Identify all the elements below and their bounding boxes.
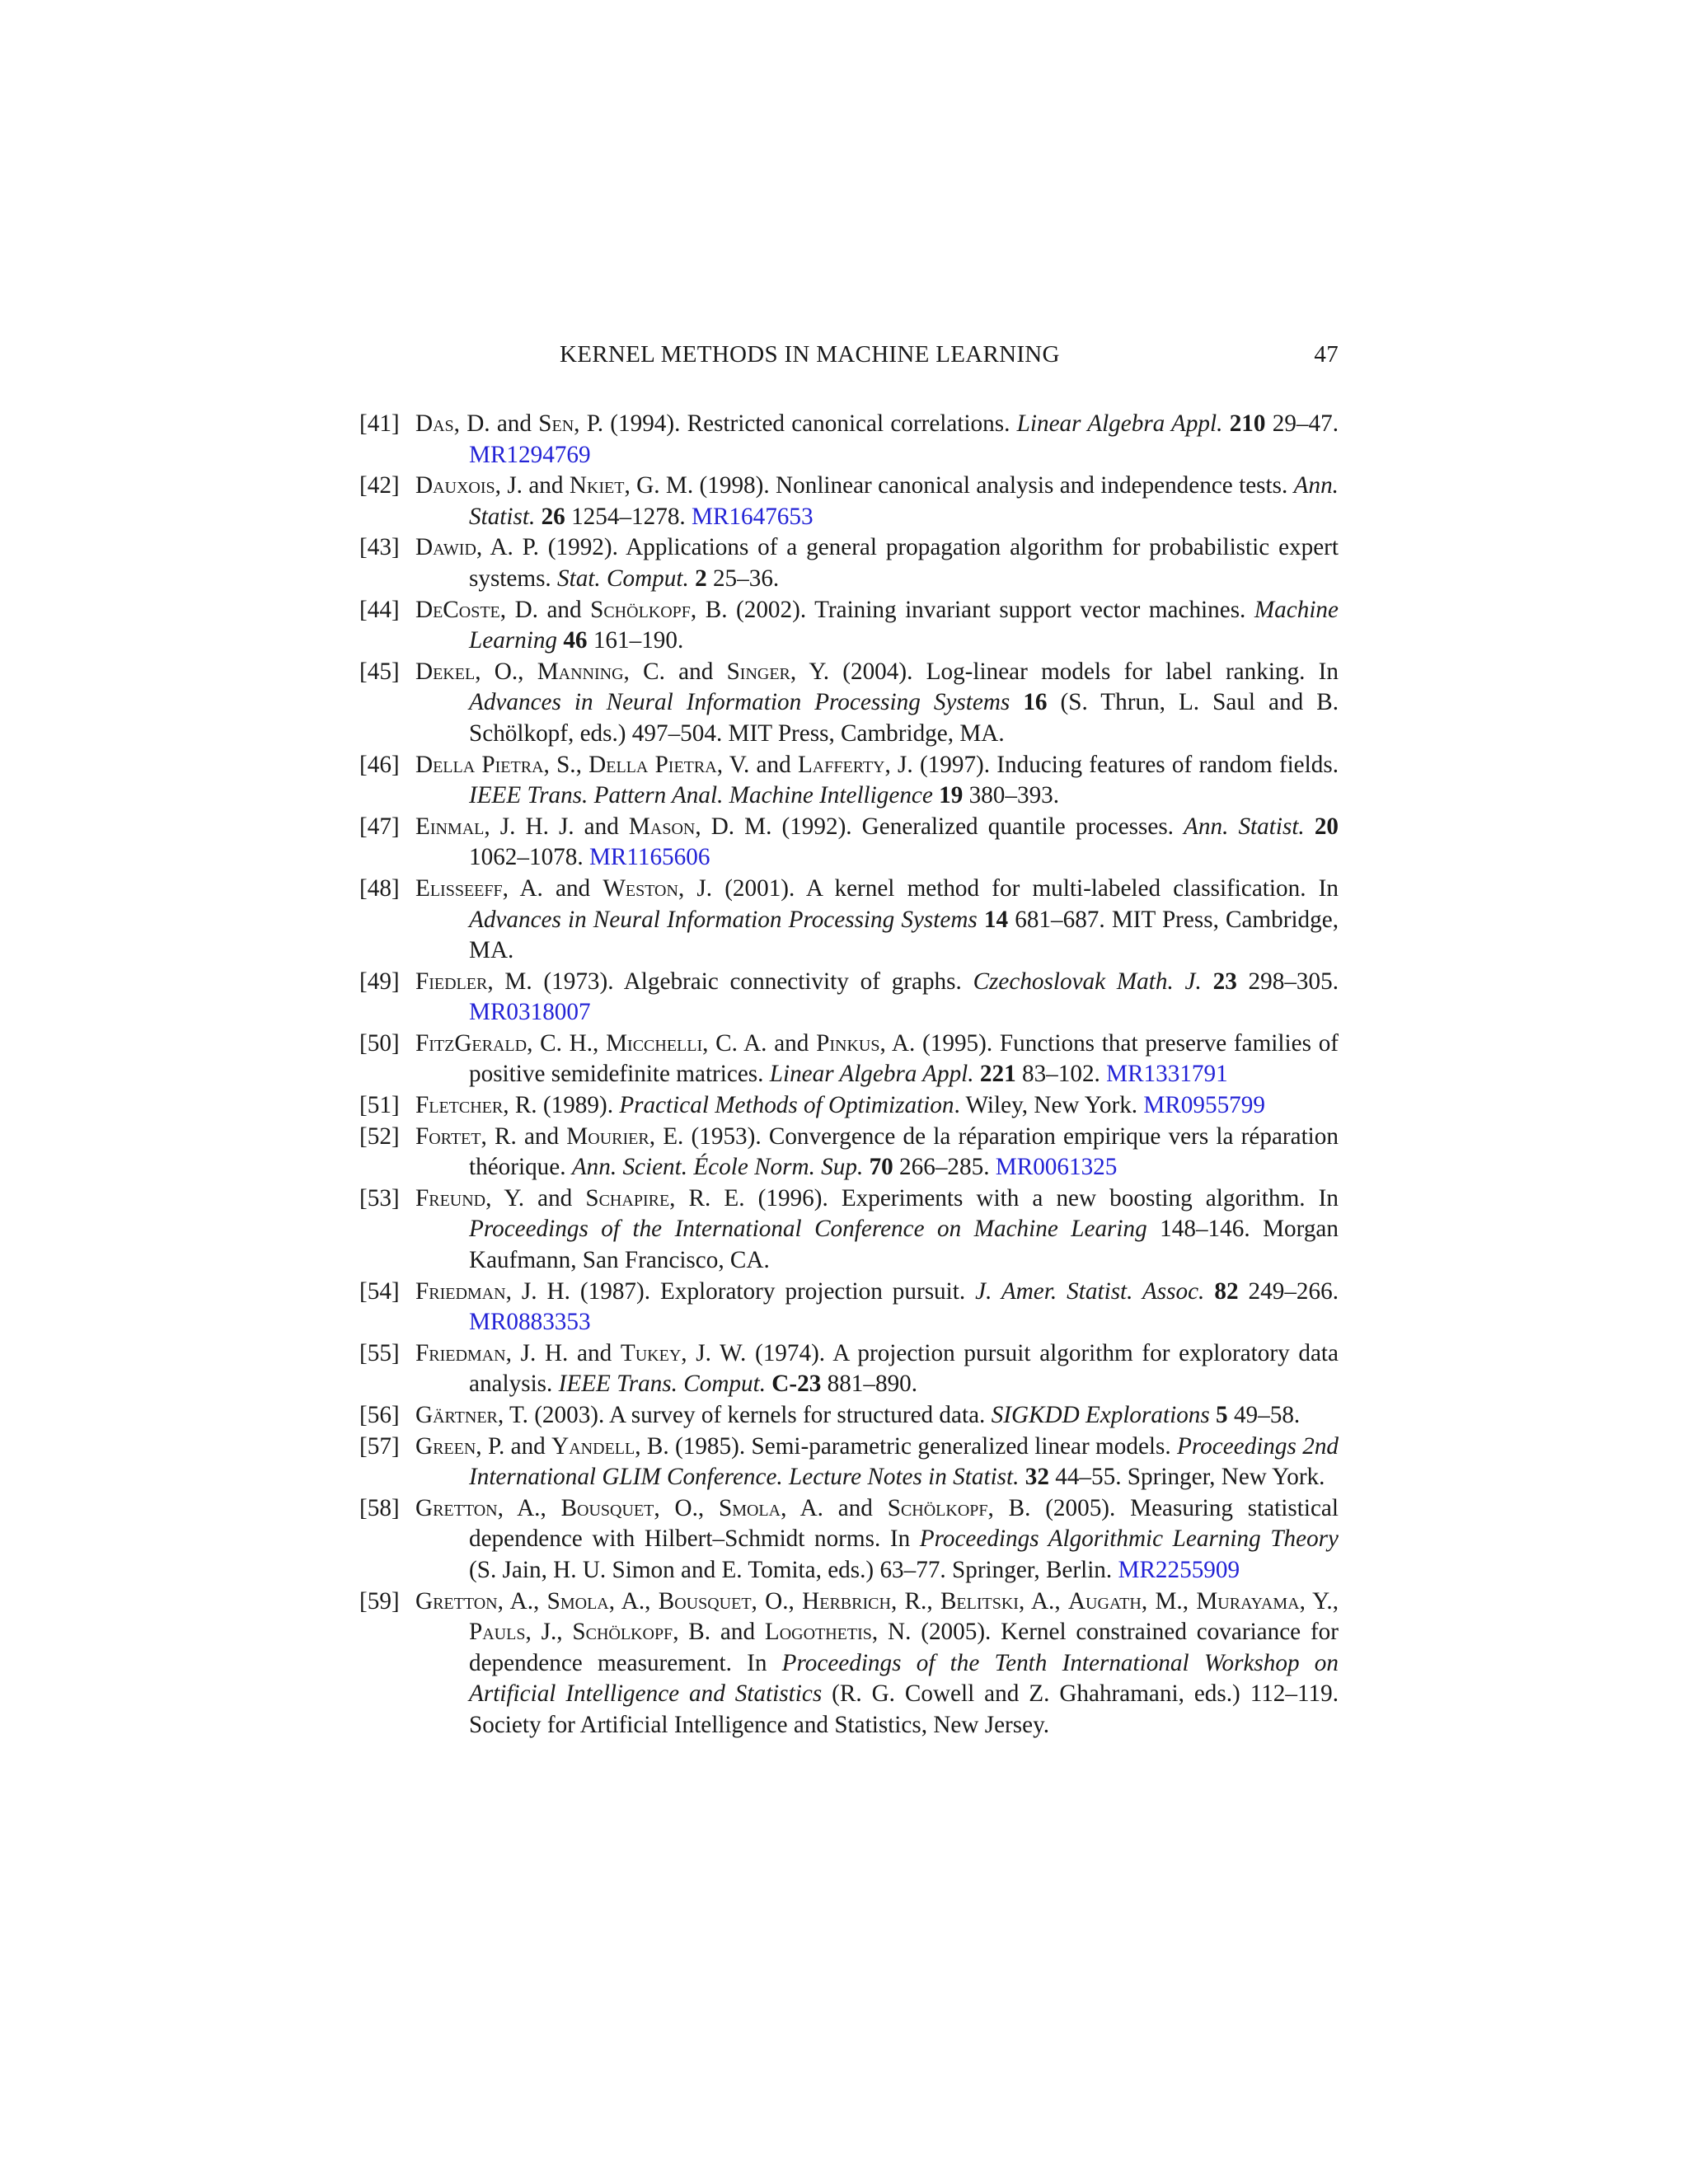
volume-number: 221 [979,1061,1016,1088]
reference-text: 249–266. [1238,1277,1339,1305]
reference-text: , A. P. (1992). Applications of a general propagation algorithm for probabilistic expert systems. [469,534,1339,592]
reference-text [1019,1464,1025,1490]
author-name: Dawid [415,534,476,561]
reference-text: 266–285. [893,1154,996,1181]
reference-text [1222,410,1229,437]
author-name: Fiedler [415,968,488,995]
author-name: Smola [718,1494,781,1521]
mr-link[interactable]: MR1647653 [692,503,814,530]
reference-text: , A., [497,1494,561,1521]
volume-number: 16 [1023,689,1048,716]
reference-text: , V. and [716,751,798,778]
reference-entry [359,657,1339,750]
reference-text: , C. A. and [702,1029,817,1057]
mr-link[interactable]: MR0883353 [469,1309,591,1336]
reference-text: , M. (1973). Algebraic connectivity of graphs. [487,968,973,995]
page-number: 47 [1314,341,1339,368]
reference-text: (R. G. Cowell and Z. Ghahramani, eds.) 112–119. Society for Artificial Intelligence and Statistics, New Jersey. [469,1680,1339,1738]
reference-text [1202,968,1213,995]
reference-text: , R. (1989). [503,1092,620,1119]
author-name: Einmal [415,813,485,840]
author-name: Della Pietra [588,751,717,778]
venue-title: Proceedings Algorithmic Learning Theory [919,1526,1339,1553]
reference-entry [359,1400,1339,1432]
reference-text: . Wiley, New York. [954,1092,1144,1119]
reference-number: [47] [359,813,400,840]
author-name: Bousquet [658,1587,752,1615]
volume-number: C-23 [771,1371,822,1398]
author-name: Herbrich [802,1587,891,1615]
reference-entry [359,1029,1339,1090]
reference-body [415,1123,1339,1181]
reference-text: , Y. and [485,1184,586,1212]
reference-text: , S., [543,751,589,778]
reference-number: [56] [359,1402,400,1428]
reference-text: 25–36. [706,565,780,592]
mr-link[interactable]: MR1294769 [469,441,591,468]
reference-text: , A., [497,1587,547,1615]
reference-text: 1254–1278. [565,503,692,530]
author-name: Bousquet [560,1494,654,1521]
author-name: Weston [603,874,678,902]
author-name: Das [415,410,454,437]
venue-title: Ann. Statist. [469,472,1339,530]
reference-entry [359,1090,1339,1122]
reference-entry [359,532,1339,594]
reference-number: [51] [359,1092,400,1119]
reference-text: (S. Thrun, L. Saul and B. Schölkopf, eds.) 497–504. MIT Press, Cambridge, MA. [469,689,1339,747]
reference-body [415,534,1339,592]
reference-text: , P. (1994). Restricted canonical correlations. [574,410,1017,437]
reference-text [535,504,541,530]
author-name: Schölkopf [887,1494,988,1521]
volume-number: 70 [869,1154,893,1181]
reference-entry [359,1183,1339,1277]
reference-text: 83–102. [1015,1061,1107,1088]
reference-text: , G. M. (1998). Nonlinear canonical analysis and independence tests. [624,472,1294,499]
author-name: Tukey [620,1339,682,1366]
volume-number: 26 [541,503,565,530]
venue-title: SIGKDD Explorations [991,1402,1210,1428]
reference-number: [55] [359,1339,400,1366]
venue-title: Linear Algebra Appl. [1016,410,1223,437]
reference-number: [48] [359,874,400,902]
author-name: Nkiet [569,472,625,499]
reference-number: [49] [359,968,400,995]
reference-text: 161–190. [587,627,684,654]
reference-body [415,1185,1339,1273]
venue-title: Advances in Neural Information Processing Systems [469,689,1010,716]
reference-body [415,472,1339,530]
author-name: Dauxois [415,472,495,499]
reference-body [415,1340,1339,1398]
volume-number: 210 [1229,410,1266,437]
author-name: DeCoste [415,596,500,623]
reference-number: [45] [359,658,400,685]
reference-text [1204,1278,1214,1305]
reference-text [1305,813,1315,840]
reference-entry [359,1122,1339,1183]
reference-text: (S. Jain, H. U. Simon and E. Tomita, eds.) 63–77. Springer, Berlin. [469,1556,1118,1583]
author-name: Freund [415,1184,486,1212]
author-name: Pinkus [816,1029,880,1057]
author-name: Schapire [585,1184,670,1212]
venue-title: Proceedings 2nd International GLIM Conference. Lecture Notes in Statist. [469,1432,1339,1491]
venue-title: Ann. Scient. École Norm. Sup. [571,1154,864,1181]
reference-body [415,813,1339,871]
reference-text: , Y., [1299,1587,1339,1615]
reference-number: [44] [359,596,400,623]
reference-number: [46] [359,751,400,778]
reference-entry [359,967,1339,1029]
reference-text: 681–687. MIT Press, Cambridge, MA. [469,906,1339,964]
reference-text: 881–890. [821,1371,918,1398]
reference-text: , J. W. (1974). A projection pursuit algorithm for exploratory data analysis. [469,1339,1339,1398]
reference-text: , J. H. (1987). Exploratory projection pursuit. [505,1277,976,1305]
reference-text [689,565,695,592]
author-name: Fortet [415,1122,481,1150]
reference-text: , O., [654,1494,719,1521]
reference-entry [359,1338,1339,1400]
mr-link[interactable]: MR1165606 [588,844,710,871]
author-name: Lafferty [797,751,885,778]
volume-number: 32 [1025,1464,1049,1491]
author-name: Fletcher [415,1092,504,1119]
reference-text [863,1154,869,1180]
reference-entry [359,595,1339,657]
reference-text: , B. (2002). Training invariant support vector machines. [690,596,1254,623]
reference-text: , C. H., [527,1029,607,1057]
reference-body [415,1588,1339,1738]
reference-text: , J. (1997). Inducing features of random fields. [884,751,1339,778]
reference-entry [359,874,1339,967]
author-name: Mason [628,813,696,840]
volume-number: 2 [695,565,707,592]
author-name: Gärtner [415,1402,498,1428]
mr-link[interactable]: MR2255909 [1118,1556,1240,1583]
reference-text: , T. (2003). A survey of kernels for structured data. [497,1402,992,1428]
reference-text: 148–146. Morgan Kaufmann, San Francisco, CA. [469,1216,1339,1274]
venue-title: IEEE Trans. Comput. [558,1371,766,1398]
reference-number: [52] [359,1122,400,1150]
reference-number: [58] [359,1494,400,1521]
reference-text: 380–393. [963,782,1060,809]
reference-text: , D. and [453,410,539,437]
volume-number: 19 [939,782,964,809]
author-name: Schölkopf [590,596,691,623]
reference-text: , J. H. J. and [484,813,629,840]
author-name: Della Pietra [415,751,544,778]
reference-body [415,752,1339,809]
reference-body [415,1092,1265,1118]
volume-number: 20 [1314,813,1339,840]
reference-text: 44–55. Springer, New York. [1048,1464,1325,1491]
reference-entry [359,1277,1339,1338]
reference-body [415,1433,1339,1491]
reference-entry [359,1493,1339,1586]
reference-entry [359,471,1339,532]
reference-text [978,907,984,933]
venue-title: Czechoslovak Math. J. [973,968,1202,995]
running-title: KERNEL METHODS IN MACHINE LEARNING [560,341,1060,368]
author-name: Friedman [415,1277,506,1305]
reference-entry [359,409,1339,471]
reference-text: , B. (2005). Measuring statistical dependence with Hilbert–Schmidt norms. In [469,1494,1339,1553]
reference-text: , D. and [499,596,591,623]
author-name: Sen [538,410,574,437]
author-name: Elisseeff [415,874,503,902]
reference-number: [57] [359,1432,400,1460]
reference-text: , J. (2001). A kernel method for multi-labeled classification. In [678,874,1339,902]
reference-number: [54] [359,1277,400,1305]
author-name: Mourier [566,1122,649,1150]
reference-text: , A. and [781,1494,888,1521]
venue-title: Stat. Comput. [557,565,689,592]
reference-text: , P. and [476,1432,552,1460]
author-name: Belitski [940,1587,1019,1615]
reference-body [415,875,1339,963]
reference-text [974,1061,980,1087]
reference-entry [359,1432,1339,1493]
reference-text: , O., [475,658,537,685]
author-name: Augath [1067,1587,1142,1615]
author-name: Friedman [415,1339,506,1366]
reference-body [415,1030,1339,1088]
author-name: Manning [537,658,624,685]
reference-text: , E. (1953). Convergence de la réparation empirique vers la réparation théorique. [469,1122,1339,1181]
reference-text: , R. E. (1996). Experiments with a new boosting algorithm. In [669,1184,1339,1212]
venue-title: Ann. Statist. [1184,813,1305,840]
reference-text: 298–305. [1236,968,1339,995]
reference-text: , C. and [623,658,727,685]
reference-text: , R., [890,1587,940,1615]
reference-text: , R. and [481,1122,567,1150]
author-name: Pauls [469,1619,526,1646]
reference-text: , B. and [673,1619,765,1646]
reference-text: 1062–1078. [469,844,589,871]
volume-number: 23 [1212,968,1237,995]
mr-link[interactable]: MR0955799 [1143,1092,1265,1119]
reference-text: , Y. (2004). Log-linear models for label ranking. In [790,658,1339,685]
author-name: Gretton [415,1494,498,1521]
mr-link[interactable]: MR0061325 [995,1154,1118,1181]
reference-number: [50] [359,1029,400,1057]
reference-text: , B. (1985). Semi-parametric generalized linear models. [635,1432,1178,1460]
reference-text: , J. H. and [505,1339,621,1366]
mr-link[interactable]: MR1331791 [1106,1061,1228,1088]
reference-body [415,658,1339,747]
author-name: Smola [546,1587,609,1615]
reference-list [359,409,1339,1741]
author-name: Yandell [551,1432,635,1460]
author-name: Singer [726,658,790,685]
volume-number: 46 [563,627,588,654]
author-name: Schölkopf [572,1619,673,1646]
reference-text: , J. and [495,472,570,499]
venue-title: J. Amer. Statist. Assoc. [975,1277,1205,1305]
reference-text: , O., [751,1587,803,1615]
reference-text: 49–58. [1227,1402,1301,1428]
running-header [359,341,1339,379]
reference-text: , A., [1018,1587,1068,1615]
reference-number: [53] [359,1184,400,1212]
author-name: Logothetis [764,1619,872,1646]
volume-number: 5 [1216,1402,1228,1428]
author-name: Gretton [415,1587,498,1615]
venue-title: Linear Algebra Appl. [769,1061,974,1088]
reference-body [415,410,1339,468]
venue-title: IEEE Trans. Pattern Anal. Machine Intelligence [469,782,933,809]
author-name: Micchelli [606,1029,703,1057]
author-name: FitzGerald [415,1029,528,1057]
author-name: Green [415,1432,476,1460]
reference-text: , D. M. (1992). Generalized quantile processes. [695,813,1184,840]
reference-text: , J., [525,1619,573,1646]
reference-text: 29–47. [1265,410,1339,437]
reference-text [1010,689,1023,715]
reference-entry [359,750,1339,812]
reference-number: [43] [359,534,400,561]
venue-title: Machine Learning [469,596,1339,654]
venue-title: Advances in Neural Information Processing Systems [469,906,978,933]
reference-entry [359,812,1339,874]
volume-number: 14 [983,906,1009,933]
venue-title: Proceedings of the Tenth International Workshop on Artificial Intelligence and Statistics [469,1649,1339,1708]
reference-body [415,1402,1300,1428]
reference-entry [359,1586,1339,1741]
author-name: Murayama [1196,1587,1300,1615]
reference-text: , M., [1141,1587,1197,1615]
venue-title: Proceedings of the International Conference on Machine Learing [469,1216,1147,1243]
reference-text: , A. (1995). Functions that preserve families of positive semidefinite matrices. [469,1029,1339,1088]
venue-title: Practical Methods of Optimization [619,1092,954,1119]
mr-link[interactable]: MR0318007 [469,999,591,1026]
reference-text: , A., [608,1587,659,1615]
reference-number: [41] [359,410,400,437]
reference-number: [42] [359,472,400,499]
volume-number: 82 [1214,1277,1239,1305]
reference-number: [59] [359,1587,400,1615]
reference-text [1210,1402,1216,1428]
reference-body [415,1278,1339,1336]
reference-body [415,597,1339,654]
reference-text: , A. and [502,874,603,902]
reference-body [415,968,1339,1026]
reference-text: , N. (2005). Kernel constrained covariance for dependence measurement. In [469,1619,1339,1676]
reference-body [415,1495,1339,1583]
author-name: Dekel [415,658,476,685]
